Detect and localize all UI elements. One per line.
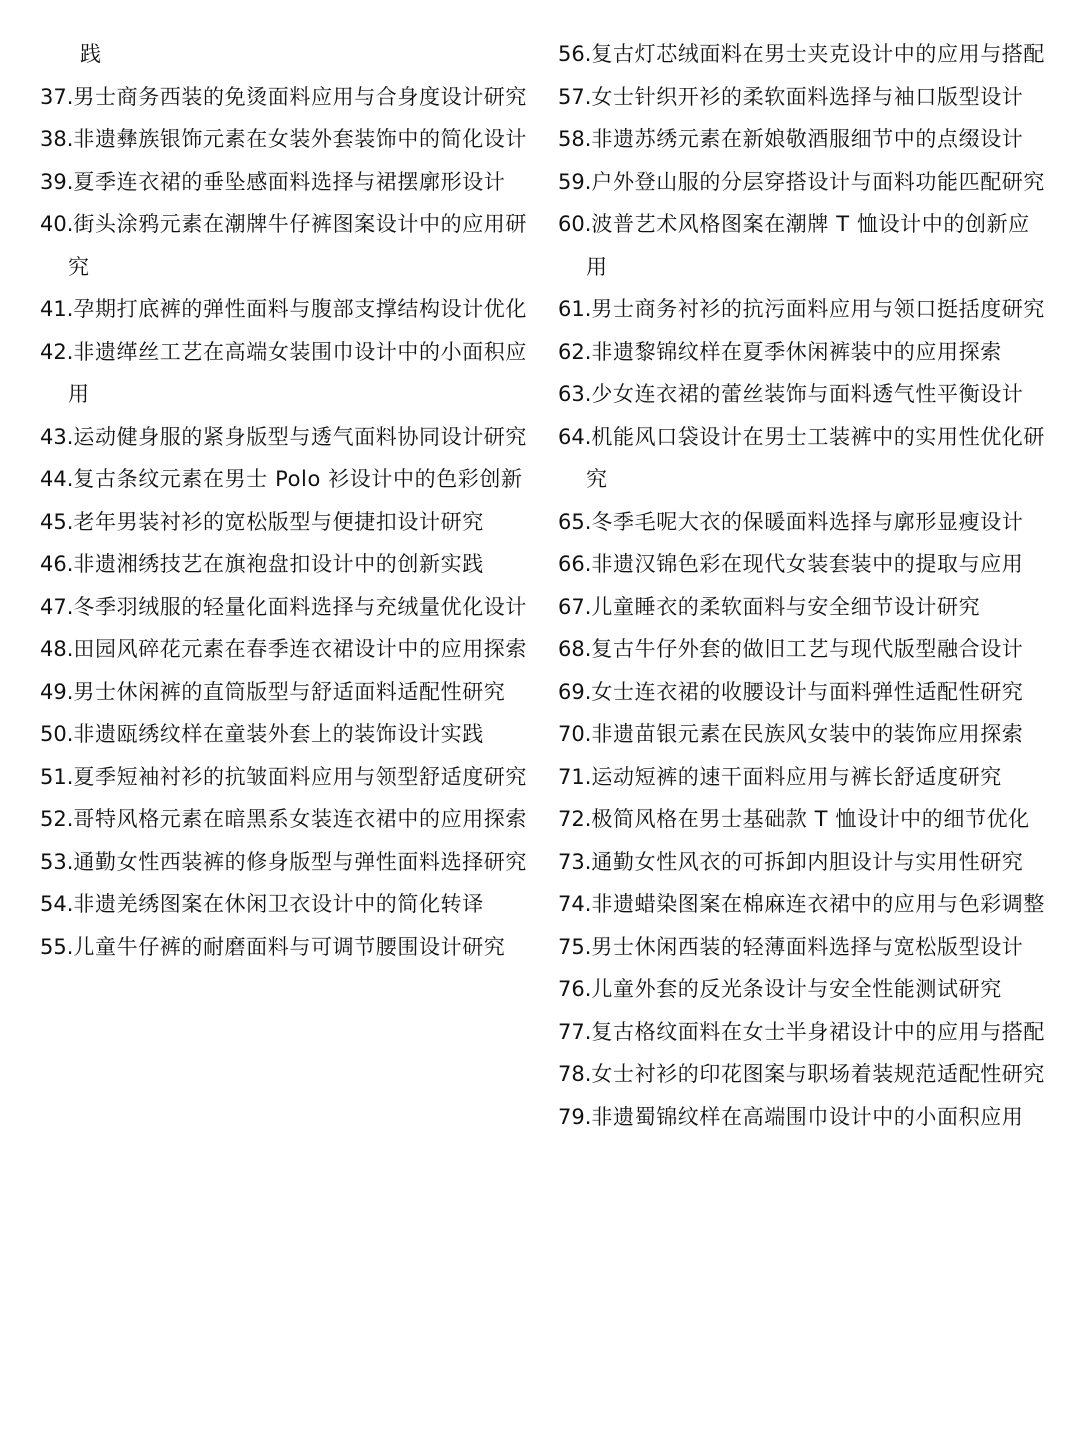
list-item xyxy=(40,118,530,161)
list-item xyxy=(40,288,530,331)
item-text: 男士商务衬衫的抗污面料应用与领口挺括度研究 xyxy=(591,297,1046,321)
list-item xyxy=(558,76,1048,119)
continuation-text: 践 xyxy=(80,42,102,66)
item-number: 70. xyxy=(558,722,592,746)
item-number: 61. xyxy=(558,297,592,321)
item-text: 冬季毛呢大衣的保暖面料选择与廓形显瘦设计 xyxy=(591,509,1024,534)
item-text: 少女连衣裙的蕾丝装饰与面料透气性平衡设计 xyxy=(591,382,1024,406)
item-number: 52. xyxy=(40,807,74,831)
item-number: 46. xyxy=(40,552,74,576)
item-text: 夏季连衣裙的垂坠感面料选择与裙摆廓形设计 xyxy=(73,169,506,194)
list-item xyxy=(40,713,530,756)
item-text: 复古格纹面料在女士半身裙设计中的应用与搭配 xyxy=(591,1019,1046,1044)
item-text: 儿童外套的反光条设计与安全性能测试研究 xyxy=(591,977,1002,1001)
item-text: 非遗黎锦纹样在夏季休闲裤装中的应用探索 xyxy=(591,339,1002,364)
item-text: 户外登山服的分层穿搭设计与面料功能匹配研究 xyxy=(591,169,1046,194)
item-text: 孕期打底裤的弹性面料与腹部支撑结构设计优化 xyxy=(73,297,528,321)
list-item xyxy=(558,1011,1048,1054)
item-text: 哥特风格元素在暗黑系女装连衣裙中的应用探索 xyxy=(73,807,528,831)
list-item xyxy=(40,586,530,629)
list-item xyxy=(40,203,530,288)
list-item xyxy=(40,331,530,416)
item-text: 非遗苏绣元素在新娘敬酒服细节中的点缀设计 xyxy=(591,127,1024,151)
item-text: 非遗瓯绣纹样在童装外套上的装饰设计实践 xyxy=(73,722,484,746)
item-number: 62. xyxy=(558,339,592,364)
list-item xyxy=(558,331,1048,374)
list-item xyxy=(558,543,1048,586)
item-number: 58. xyxy=(558,127,592,151)
item-number: 48. xyxy=(40,637,74,661)
item-text: 极简风格在男士基础款 T 恤设计中的细节优化 xyxy=(591,807,1030,831)
item-number: 44. xyxy=(40,467,74,491)
item-text: 街头涂鸦元素在潮牌牛仔裤图案设计中的应用研究 xyxy=(68,212,528,279)
item-text: 非遗蜀锦纹样在高端围巾设计中的小面积应用 xyxy=(591,1104,1024,1129)
list-item xyxy=(558,416,1048,501)
item-number: 67. xyxy=(558,594,592,619)
list-item xyxy=(40,543,530,586)
item-number: 72. xyxy=(558,807,592,831)
list-item xyxy=(40,756,530,799)
item-number: 66. xyxy=(558,552,592,576)
list-item xyxy=(558,586,1048,629)
item-text: 通勤女性风衣的可拆卸内胆设计与实用性研究 xyxy=(591,849,1024,874)
list-item xyxy=(558,1053,1048,1096)
list-item xyxy=(558,203,1048,288)
item-number: 37. xyxy=(40,84,74,109)
list-item xyxy=(40,798,530,841)
item-text: 冬季羽绒服的轻量化面料选择与充绒量优化设计 xyxy=(73,594,528,619)
item-number: 54. xyxy=(40,892,74,916)
list-item xyxy=(558,288,1048,331)
list-item xyxy=(558,161,1048,204)
item-text: 通勤女性西装裤的修身版型与弹性面料选择研究 xyxy=(73,849,528,874)
item-number: 51. xyxy=(40,764,74,789)
item-text: 非遗彝族银饰元素在女装外套装饰中的简化设计 xyxy=(73,127,528,151)
item-number: 69. xyxy=(558,679,592,704)
list-item xyxy=(558,501,1048,544)
list-item xyxy=(40,416,530,459)
list-item xyxy=(558,118,1048,161)
item-text: 田园风碎花元素在春季连衣裙设计中的应用探索 xyxy=(73,637,528,661)
list-item xyxy=(40,883,530,926)
item-number: 60. xyxy=(558,212,592,236)
list-item xyxy=(40,841,530,884)
item-number: 71. xyxy=(558,764,592,789)
item-number: 75. xyxy=(558,934,592,959)
list-item xyxy=(558,628,1048,671)
item-text: 非遗苗银元素在民族风女装中的装饰应用探索 xyxy=(591,722,1024,746)
item-number: 76. xyxy=(558,977,592,1001)
item-number: 73. xyxy=(558,849,592,874)
list-item xyxy=(558,1096,1048,1139)
item-number: 57. xyxy=(558,84,592,109)
item-text: 夏季短袖衬衫的抗皱面料应用与领型舒适度研究 xyxy=(73,764,528,789)
item-number: 56. xyxy=(558,42,592,66)
list-item xyxy=(558,798,1048,841)
item-number: 65. xyxy=(558,509,592,534)
item-text: 运动短裤的速干面料应用与裤长舒适度研究 xyxy=(591,764,1002,789)
item-number: 74. xyxy=(558,892,592,916)
list-item xyxy=(558,33,1048,76)
list-item xyxy=(40,628,530,671)
item-number: 42. xyxy=(40,339,74,364)
item-text: 非遗汉锦色彩在现代女装套装中的提取与应用 xyxy=(591,552,1024,576)
item-number: 50. xyxy=(40,722,74,746)
item-text: 女士针织开衫的柔软面料选择与袖口版型设计 xyxy=(591,84,1024,109)
right-column xyxy=(558,33,1048,1138)
item-number: 68. xyxy=(558,637,592,661)
item-text: 儿童睡衣的柔软面料与安全细节设计研究 xyxy=(591,594,981,619)
item-number: 39. xyxy=(40,169,74,194)
list-item xyxy=(40,76,530,119)
item-number: 53. xyxy=(40,849,74,874)
item-text: 非遗蜡染图案在棉麻连衣裙中的应用与色彩调整 xyxy=(591,892,1046,916)
item-text: 男士休闲西装的轻薄面料选择与宽松版型设计 xyxy=(591,934,1024,959)
list-item xyxy=(558,713,1048,756)
list-item xyxy=(40,501,530,544)
item-text: 机能风口袋设计在男士工装裤中的实用性优化研究 xyxy=(586,424,1046,491)
item-text: 老年男装衬衫的宽松版型与便捷扣设计研究 xyxy=(73,509,484,534)
item-number: 78. xyxy=(558,1062,592,1086)
list-item xyxy=(558,926,1048,969)
list-item xyxy=(40,671,530,714)
item-text: 复古条纹元素在男士 Polo 衫设计中的色彩创新 xyxy=(73,467,523,491)
list-item xyxy=(558,756,1048,799)
item-text: 复古牛仔外套的做旧工艺与现代版型融合设计 xyxy=(591,637,1024,661)
item-text: 运动健身服的紧身版型与透气面料协同设计研究 xyxy=(73,424,528,449)
item-number: 43. xyxy=(40,424,74,449)
item-number: 59. xyxy=(558,169,592,194)
list-item xyxy=(40,926,530,969)
list-item xyxy=(558,883,1048,926)
item-number: 63. xyxy=(558,382,592,406)
item-text: 女士衬衫的印花图案与职场着装规范适配性研究 xyxy=(591,1062,1046,1086)
item-number: 40. xyxy=(40,212,74,236)
item-number: 49. xyxy=(40,679,74,704)
item-text: 非遗缂丝工艺在高端女装围巾设计中的小面积应用 xyxy=(68,339,528,406)
list-item xyxy=(558,968,1048,1011)
list-item xyxy=(558,671,1048,714)
item-number: 41. xyxy=(40,297,74,321)
item-text: 男士商务西装的免烫面料应用与合身度设计研究 xyxy=(73,84,528,109)
item-text: 女士连衣裙的收腰设计与面料弹性适配性研究 xyxy=(591,679,1024,704)
item-number: 55. xyxy=(40,934,74,959)
item-text: 男士休闲裤的直筒版型与舒适面料适配性研究 xyxy=(73,679,506,704)
item-number: 64. xyxy=(558,424,592,449)
item-text: 儿童牛仔裤的耐磨面料与可调节腰围设计研究 xyxy=(73,934,506,959)
item-number: 77. xyxy=(558,1019,592,1044)
item-text: 非遗湘绣技艺在旗袍盘扣设计中的创新实践 xyxy=(73,552,484,576)
list-item xyxy=(40,458,530,501)
item-number: 47. xyxy=(40,594,74,619)
item-number: 45. xyxy=(40,509,74,534)
item-text: 波普艺术风格图案在潮牌 T 恤设计中的创新应用 xyxy=(586,212,1030,279)
left-column xyxy=(40,33,530,968)
item-text: 非遗羌绣图案在休闲卫衣设计中的简化转译 xyxy=(73,892,484,916)
list-item xyxy=(40,161,530,204)
item-number: 79. xyxy=(558,1104,592,1129)
list-item xyxy=(558,841,1048,884)
item-text: 复古灯芯绒面料在男士夹克设计中的应用与搭配 xyxy=(591,42,1046,66)
item-number: 38. xyxy=(40,127,74,151)
list-item xyxy=(558,373,1048,416)
